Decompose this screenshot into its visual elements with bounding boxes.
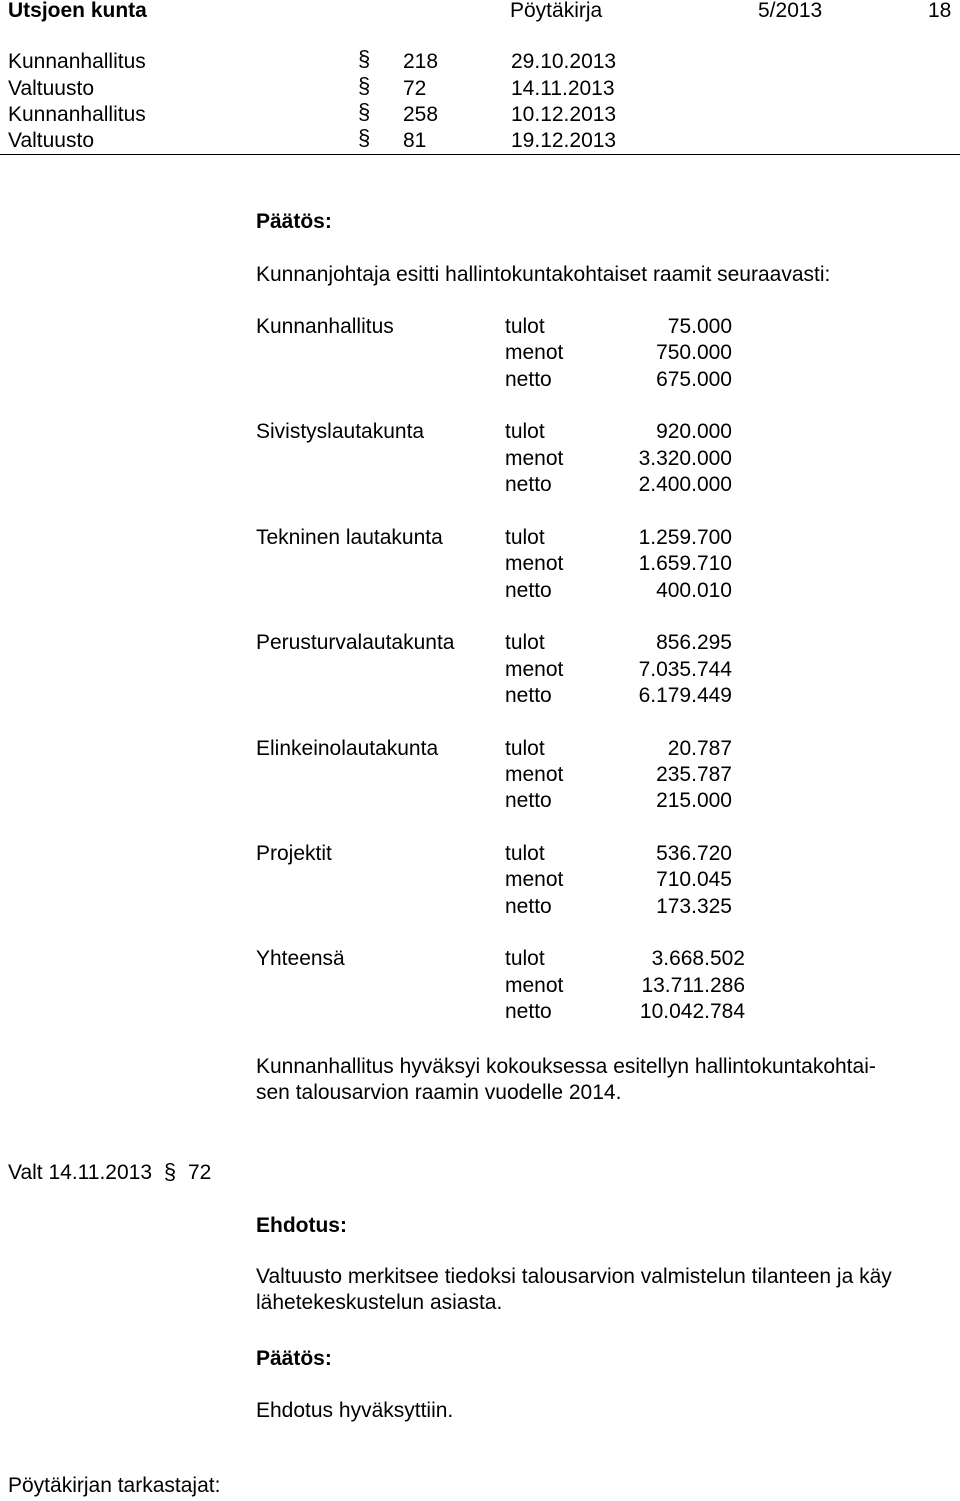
section-sign-icon: § <box>163 1159 177 1184</box>
budget-row-label: netto <box>505 1000 552 1023</box>
budget-row-value: 536.720 <box>656 842 732 865</box>
decision-heading: Päätös: <box>256 210 332 233</box>
section-sign-icon: § <box>358 46 371 71</box>
budget-row-value: 235.787 <box>656 763 732 786</box>
budget-row-label: tulot <box>505 737 545 760</box>
budget-row-label: tulot <box>505 420 545 443</box>
budget-group-name: Tekninen lautakunta <box>256 526 443 549</box>
budget-row-label: menot <box>505 341 564 364</box>
decision2-text: Ehdotus hyväksyttiin. <box>256 1399 454 1422</box>
budget-row-label: tulot <box>505 947 545 970</box>
budget-row-value: 920.000 <box>656 420 732 443</box>
budget-row-label: tulot <box>505 842 545 865</box>
budget-group-name: Projektit <box>256 842 332 865</box>
page-number: 18 <box>928 0 952 22</box>
budget-row-value: 3.668.502 <box>651 947 745 970</box>
history-body: Kunnanhallitus <box>8 50 146 73</box>
budget-row-value: 750.000 <box>656 341 732 364</box>
section-sign-icon: § <box>358 99 371 124</box>
budget-row-value: 20.787 <box>667 737 732 760</box>
budget-row-value: 3.320.000 <box>638 447 732 470</box>
history-section: 72 <box>403 77 427 100</box>
history-date: 19.12.2013 <box>511 129 617 152</box>
history-body: Valtuusto <box>8 129 94 152</box>
budget-row-label: tulot <box>505 631 545 654</box>
header-divider <box>0 154 960 155</box>
budget-row-label: menot <box>505 974 564 997</box>
budget-row-label: netto <box>505 789 552 812</box>
decision-intro: Kunnanjohtaja esitti hallintokuntakohtaiset raamit seuraavasti: <box>256 263 831 286</box>
budget-row-label: menot <box>505 658 564 681</box>
budget-row-label: menot <box>505 447 564 470</box>
history-date: 29.10.2013 <box>511 50 617 73</box>
budget-row-value: 400.010 <box>656 579 732 602</box>
budget-row-value: 710.045 <box>656 868 732 891</box>
budget-row-label: netto <box>505 368 552 391</box>
budget-row-value: 10.042.784 <box>639 1000 745 1023</box>
section-sign-icon: § <box>358 73 371 98</box>
budget-row-value: 7.035.744 <box>638 658 732 681</box>
history-section: 218 <box>403 50 439 73</box>
budget-row-value: 856.295 <box>656 631 732 654</box>
budget-row-value: 1.259.700 <box>638 526 732 549</box>
budget-row-value: 6.179.449 <box>638 684 732 707</box>
budget-group-name: Sivistyslautakunta <box>256 420 425 443</box>
budget-group-name: Yhteensä <box>256 947 345 970</box>
history-section: 258 <box>403 103 439 126</box>
decision2-heading: Päätös: <box>256 1347 332 1370</box>
budget-row-value: 13.711.286 <box>641 974 745 997</box>
budget-row-value: 2.400.000 <box>638 473 732 496</box>
council-reference-section: 72 <box>187 1161 212 1184</box>
issue-number: 5/2013 <box>758 0 823 22</box>
minutes-checkers-label: Pöytäkirjan tarkastajat: <box>8 1474 221 1497</box>
budget-row-label: menot <box>505 763 564 786</box>
budget-row-value: 1.659.710 <box>638 552 732 575</box>
history-date: 14.11.2013 <box>511 77 615 100</box>
municipality-name: Utsjoen kunta <box>8 0 147 22</box>
council-reference-date: Valt 14.11.2013 <box>8 1161 153 1184</box>
budget-row-label: netto <box>505 895 552 918</box>
budget-group-name: Kunnanhallitus <box>256 315 394 338</box>
budget-row-label: netto <box>505 473 552 496</box>
budget-group-name: Perusturvalautakunta <box>256 631 455 654</box>
section-sign-icon: § <box>358 125 371 150</box>
budget-row-label: tulot <box>505 315 545 338</box>
history-body: Kunnanhallitus <box>8 103 146 126</box>
budget-row-value: 675.000 <box>656 368 732 391</box>
budget-row-value: 75.000 <box>667 315 732 338</box>
budget-row-label: menot <box>505 552 564 575</box>
decision-conclusion: Kunnanhallitus hyväksyi kokouksessa esitellyn hallintokuntakohtai- sen talousarvion raamin vuodelle 2014. <box>256 1055 876 1104</box>
budget-row-value: 173.325 <box>656 895 732 918</box>
budget-group-name: Elinkeinolautakunta <box>256 737 439 760</box>
budget-row-value: 215.000 <box>656 789 732 812</box>
budget-row-label: netto <box>505 579 552 602</box>
budget-row-label: netto <box>505 684 552 707</box>
history-body: Valtuusto <box>8 77 94 100</box>
budget-row-label: tulot <box>505 526 545 549</box>
budget-row-label: menot <box>505 868 564 891</box>
council-reference <box>8 1161 211 1183</box>
history-date: 10.12.2013 <box>511 103 617 126</box>
proposal-heading: Ehdotus: <box>256 1214 347 1237</box>
proposal-text: Valtuusto merkitsee tiedoksi talousarvion valmistelun tilanteen ja käy lähetekeskustelun asiasta. <box>256 1265 892 1314</box>
history-section: 81 <box>403 129 427 152</box>
document-type: Pöytäkirja <box>510 0 603 22</box>
